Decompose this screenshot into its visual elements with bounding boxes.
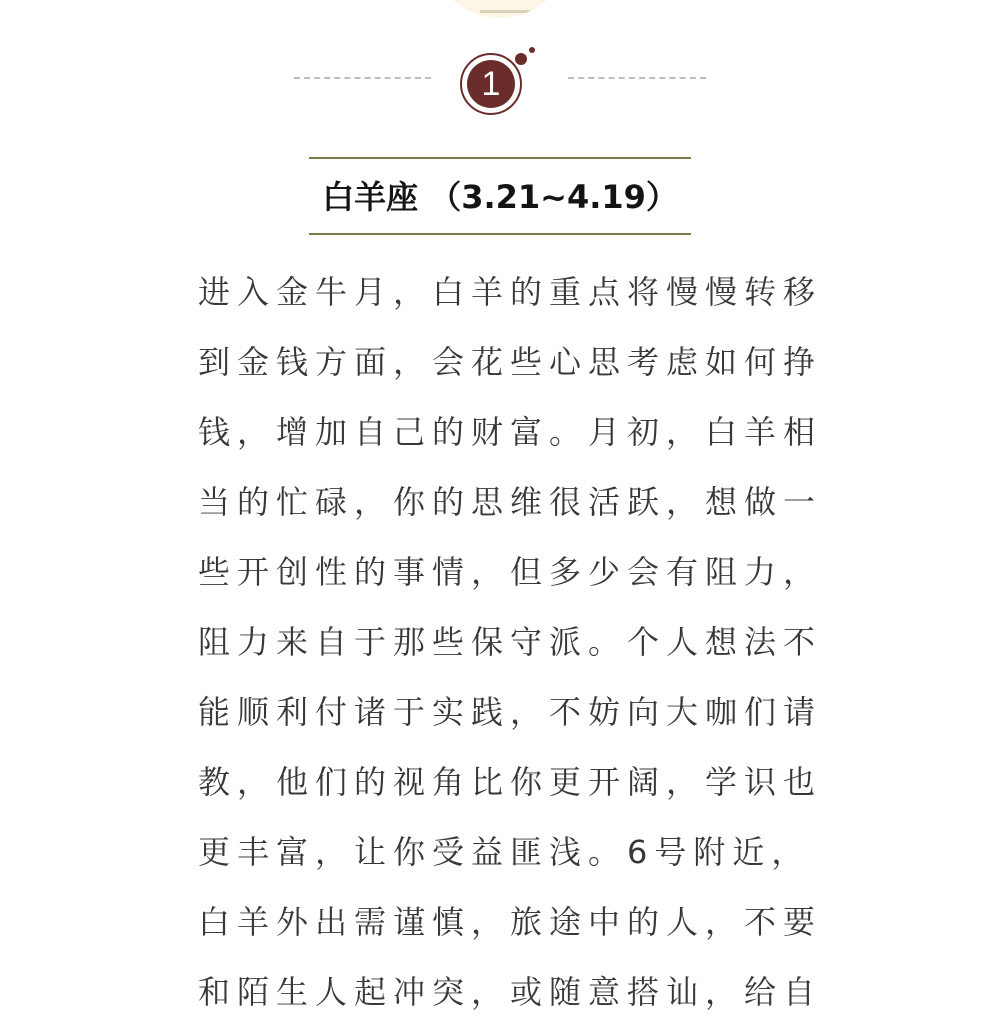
body-line: 白羊外出需谨慎，旅途中的人，不要 [198, 903, 823, 941]
body-line: 阻力来自于那些保守派。个人想法不 [198, 623, 823, 661]
body-line: 进入金牛月，白羊的重点将慢慢转移 [198, 273, 823, 311]
body-line: 能顺利付诸于实践，不妨向大咖们请 [198, 693, 823, 731]
body-line: 些开创性的事情，但多少会有阻力， [198, 553, 823, 591]
section-number-badge [460, 53, 522, 115]
body-line: 更丰富，让你受益匪浅。6号附近， [198, 833, 811, 871]
horoscope-body [198, 257, 823, 1027]
dashed-divider-left [294, 77, 431, 79]
heading-rule-bottom [309, 233, 691, 235]
body-line: 到金钱方面，会花些心思考虑如何挣 [198, 343, 823, 381]
body-line: 教，他们的视角比你更开阔，学识也 [198, 763, 823, 801]
body-line: 和陌生人起冲突，或随意搭讪，给自 [198, 973, 823, 1011]
heading-rule-top [309, 157, 691, 159]
badge-dot-small [529, 47, 535, 53]
top-decorative-image [430, 0, 570, 18]
body-line: 钱，增加自己的财富。月初，白羊相 [198, 413, 823, 451]
dashed-divider-right [568, 77, 706, 79]
body-line: 当的忙碌，你的思维很活跃，想做一 [198, 483, 823, 521]
zodiac-heading: 白羊座 （3.21~4.19） [322, 178, 678, 216]
section-number: 1 [467, 60, 515, 108]
badge-dot-large [515, 53, 527, 65]
image-caption-smudge [480, 10, 530, 13]
